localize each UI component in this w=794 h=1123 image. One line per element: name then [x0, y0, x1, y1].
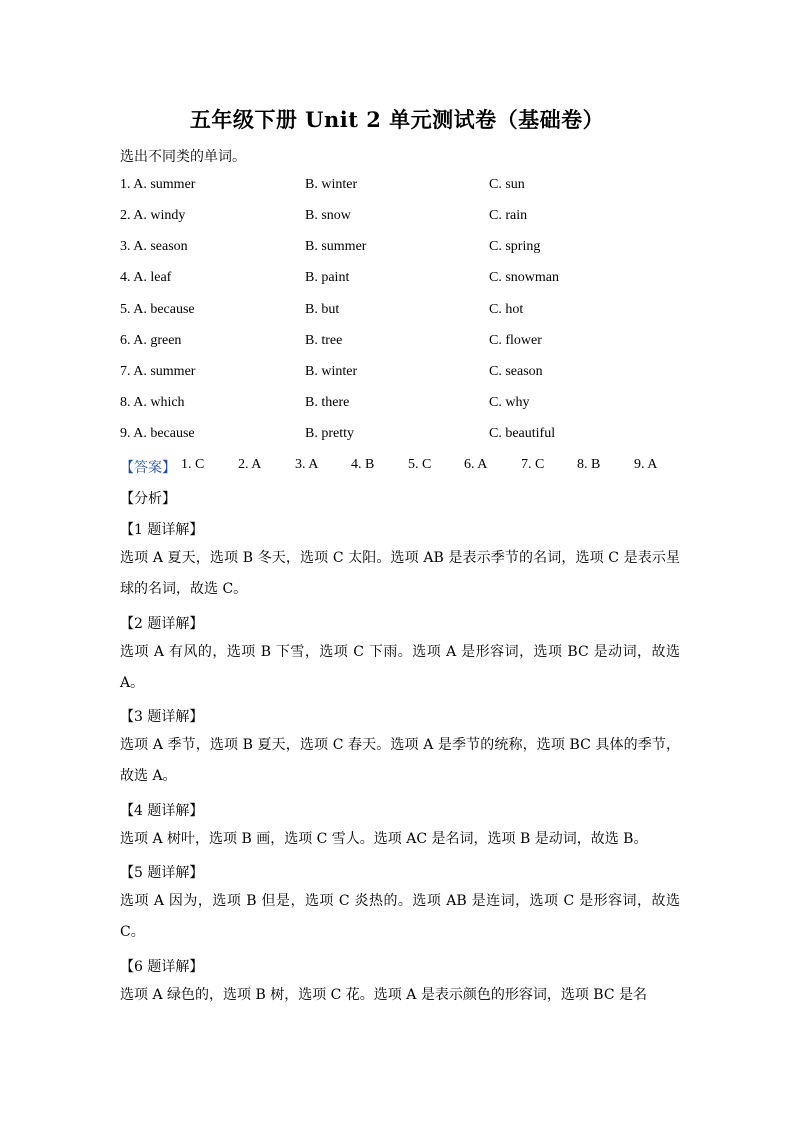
- detail-heading: 【6 题详解】: [120, 959, 204, 975]
- instruction: 选出不同类的单词。: [120, 149, 246, 165]
- option-a: 7. A. summer: [120, 364, 196, 379]
- detail-text: 选项 A 季节，选项 B 夏天，选项 C 春天。选项 A 是季节的统称，选项 BC 具体的季节，故选 A。: [120, 737, 680, 784]
- answer-item: 8. B: [577, 457, 601, 472]
- detail-text: 选项 A 夏天，选项 B 冬天，选项 C 太阳。选项 AB 是表示季节的名词，选项 C 是表示星球的名词，故选 C。: [120, 550, 680, 597]
- question-row: [120, 270, 680, 290]
- option-c: C. beautiful: [489, 426, 556, 441]
- option-a: 8. A. which: [120, 395, 185, 410]
- option-a: 9. A. because: [120, 426, 195, 441]
- detail-heading: 【1 题详解】: [120, 522, 204, 538]
- option-c: C. snowman: [489, 270, 559, 285]
- option-b: B. but: [305, 302, 340, 317]
- question-row: [120, 364, 680, 384]
- question-row: [120, 208, 680, 228]
- option-b: B. winter: [305, 364, 358, 379]
- detail-text: 选项 A 因为，选项 B 但是，选项 C 炎热的。选项 AB 是连词，选项 C 是形容词，故选 C。: [120, 893, 680, 940]
- page-title: 五年级下册 Unit 2 单元测试卷（基础卷）: [189, 107, 605, 132]
- question-row: [120, 426, 680, 446]
- option-c: C. spring: [489, 239, 541, 254]
- option-b: B. snow: [305, 208, 351, 223]
- option-b: B. summer: [305, 239, 367, 254]
- option-c: C. why: [489, 395, 530, 410]
- question-row: [120, 395, 680, 415]
- question-row: [120, 239, 680, 259]
- detail-text: 选项 A 绿色的，选项 B 树，选项 C 花。选项 A 是表示颜色的形容词，选项 BC 是名: [120, 987, 647, 1003]
- answer-tag: 【答案】: [120, 460, 176, 476]
- answer-item: 3. A: [295, 457, 319, 472]
- option-a: 6. A. green: [120, 333, 182, 348]
- option-c: C. hot: [489, 302, 524, 317]
- option-c: C. rain: [489, 208, 528, 223]
- option-b: B. paint: [305, 270, 350, 285]
- option-a: 4. A. leaf: [120, 270, 172, 285]
- option-b: B. there: [305, 395, 350, 410]
- option-c: C. sun: [489, 177, 525, 192]
- detail-heading: 【3 题详解】: [120, 709, 204, 725]
- option-b: B. tree: [305, 333, 343, 348]
- option-a: 2. A. windy: [120, 208, 186, 223]
- answer-item: 5. C: [408, 457, 432, 472]
- question-row: [120, 177, 680, 197]
- analysis-heading: 【分析】: [120, 491, 176, 507]
- option-b: B. winter: [305, 177, 358, 192]
- option-c: C. season: [489, 364, 543, 379]
- detail-heading: 【2 题详解】: [120, 616, 204, 632]
- detail-text: 选项 A 树叶，选项 B 画，选项 C 雪人。选项 AC 是名词，选项 B 是动词，故选 B。: [120, 831, 648, 847]
- option-a: 5. A. because: [120, 302, 195, 317]
- detail-heading: 【4 题详解】: [120, 803, 204, 819]
- answer-item: 7. C: [521, 457, 545, 472]
- answer-item: 4. B: [351, 457, 375, 472]
- option-a: 1. A. summer: [120, 177, 196, 192]
- option-a: 3. A. season: [120, 239, 188, 254]
- question-row: [120, 302, 680, 322]
- detail-heading: 【5 题详解】: [120, 865, 204, 881]
- answer-row: [120, 457, 658, 477]
- answer-item: 9. A: [634, 457, 658, 472]
- answer-item: 6. A: [464, 457, 488, 472]
- question-row: [120, 333, 680, 353]
- option-c: C. flower: [489, 333, 542, 348]
- detail-text: 选项 A 有风的，选项 B 下雪，选项 C 下雨。选项 A 是形容词，选项 BC 是动词，故选 A。: [120, 644, 680, 691]
- option-b: B. pretty: [305, 426, 354, 441]
- answer-item: 1. C: [181, 457, 205, 472]
- answer-item: 2. A: [238, 457, 262, 472]
